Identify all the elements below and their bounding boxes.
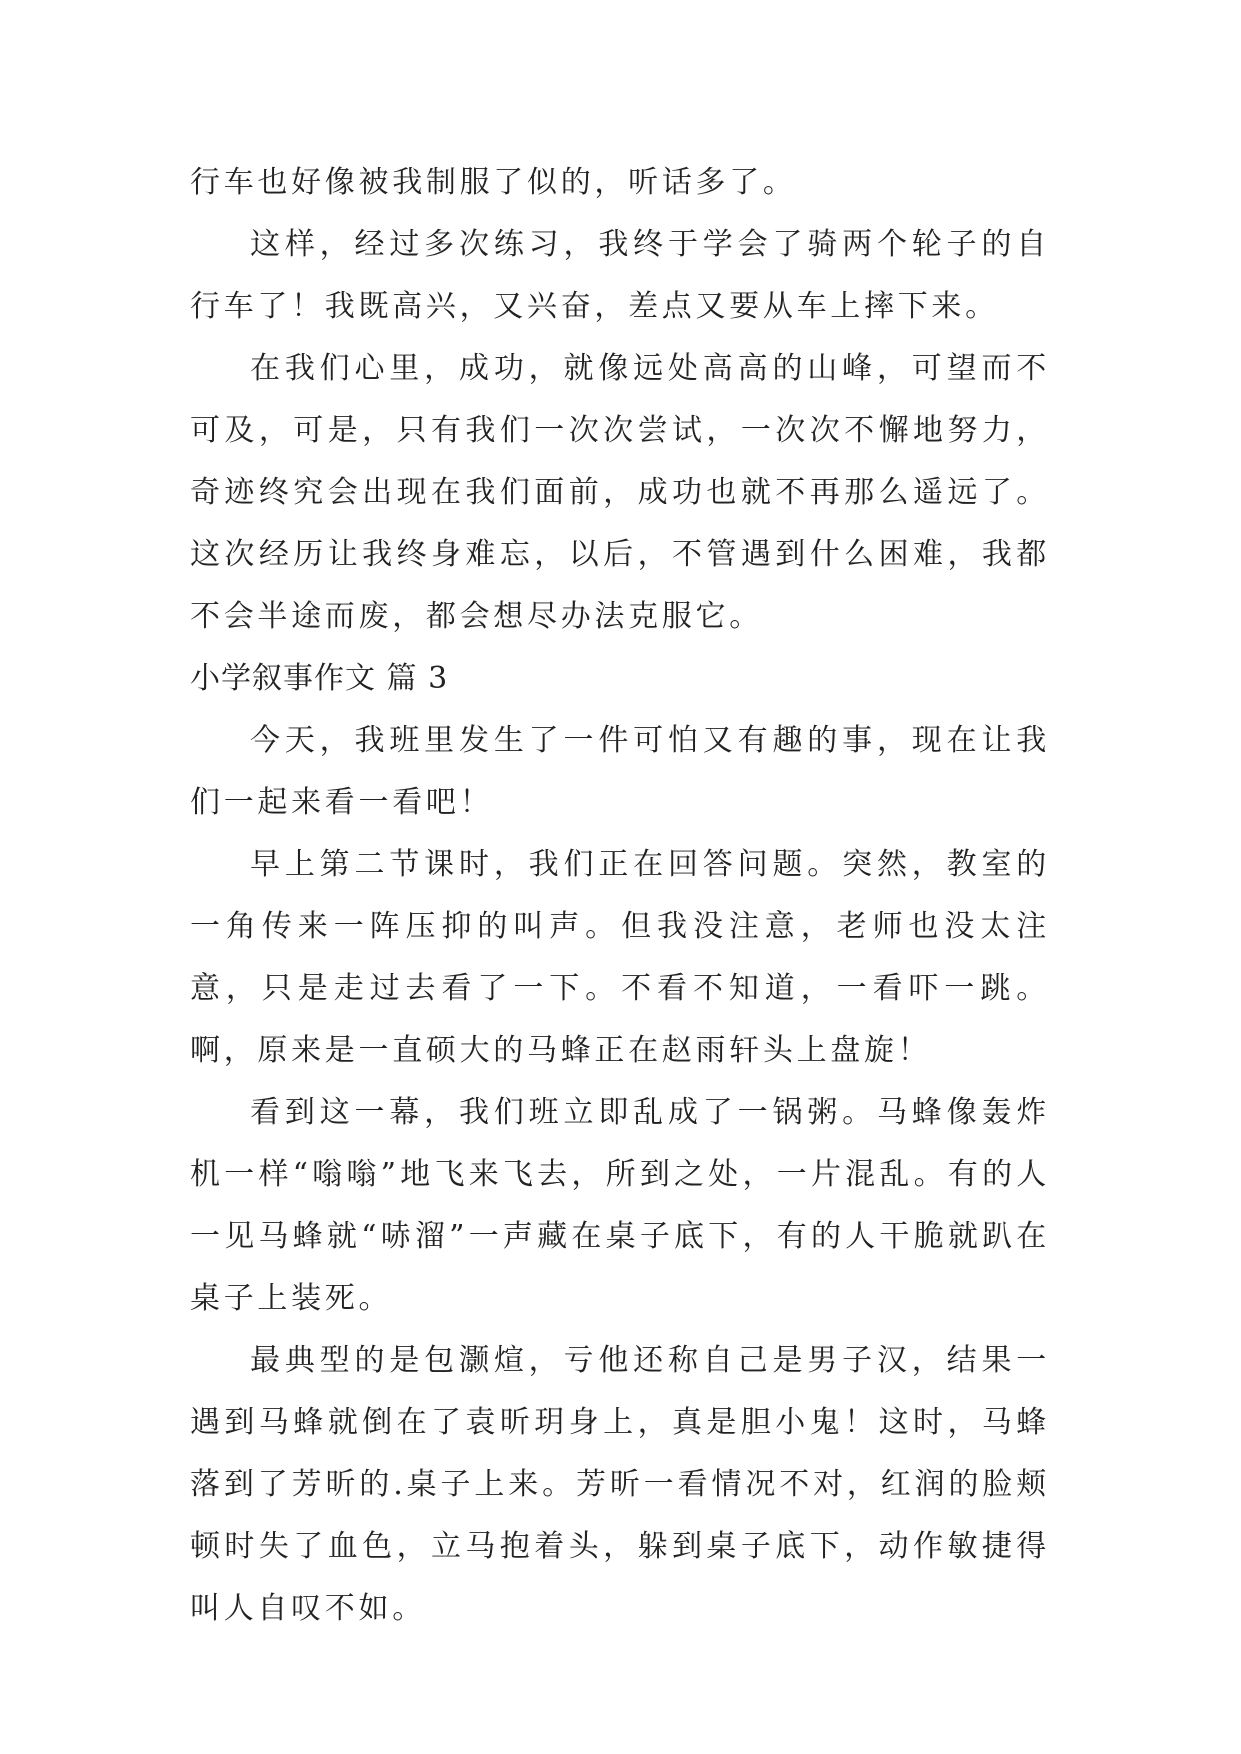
article-body — [190, 152, 1050, 1640]
paragraph: 最典型的是包灏煊，亏他还称自己是男子汉，结果一遇到马蜂就倒在了袁昕玥身上，真是胆小鬼！这时，马蜂落到了芳昕的.桌子上来。芳昕一看情况不对，红润的脸颊顿时失了血色，立马抱着头，躲到桌子底下，动作敏捷得叫人自叹不如。 — [190, 1343, 1050, 1626]
section-heading: 小学叙事作文 篇 3 — [190, 661, 449, 696]
paragraph: 这样，经过多次练习，我终于学会了骑两个轮子的自行车了！我既高兴，又兴奋，差点又要从车上摔下来。 — [190, 227, 1050, 324]
paragraph: 今天，我班里发生了一件可怕又有趣的事，现在让我们一起来看一看吧！ — [190, 723, 1050, 820]
paragraph: 早上第二节课时，我们正在回答问题。突然，教室的一角传来一阵压抑的叫声。但我没注意，老师也没太注意，只是走过去看了一下。不看不知道，一看吓一跳。啊，原来是一直硕大的马蜂正在赵雨轩头上盘旋！ — [190, 847, 1050, 1068]
paragraph-continued: 行车也好像被我制服了似的，听话多了。 — [190, 165, 797, 200]
paragraph: 在我们心里，成功，就像远处高高的山峰，可望而不可及，可是，只有我们一次次尝试，一次次不懈地努力，奇迹终究会出现在我们面前，成功也就不再那么遥远了。这次经历让我终身难忘，以后，不管遇到什么困难，我都不会半途而废，都会想尽办法克服它。 — [190, 351, 1050, 634]
paragraph: 看到这一幕，我们班立即乱成了一锅粥。马蜂像轰炸机一样“嗡嗡”地飞来飞去，所到之处，一片混乱。有的人一见马蜂就“哧溜”一声藏在桌子底下，有的人干脆就趴在桌子上装死。 — [190, 1095, 1050, 1316]
